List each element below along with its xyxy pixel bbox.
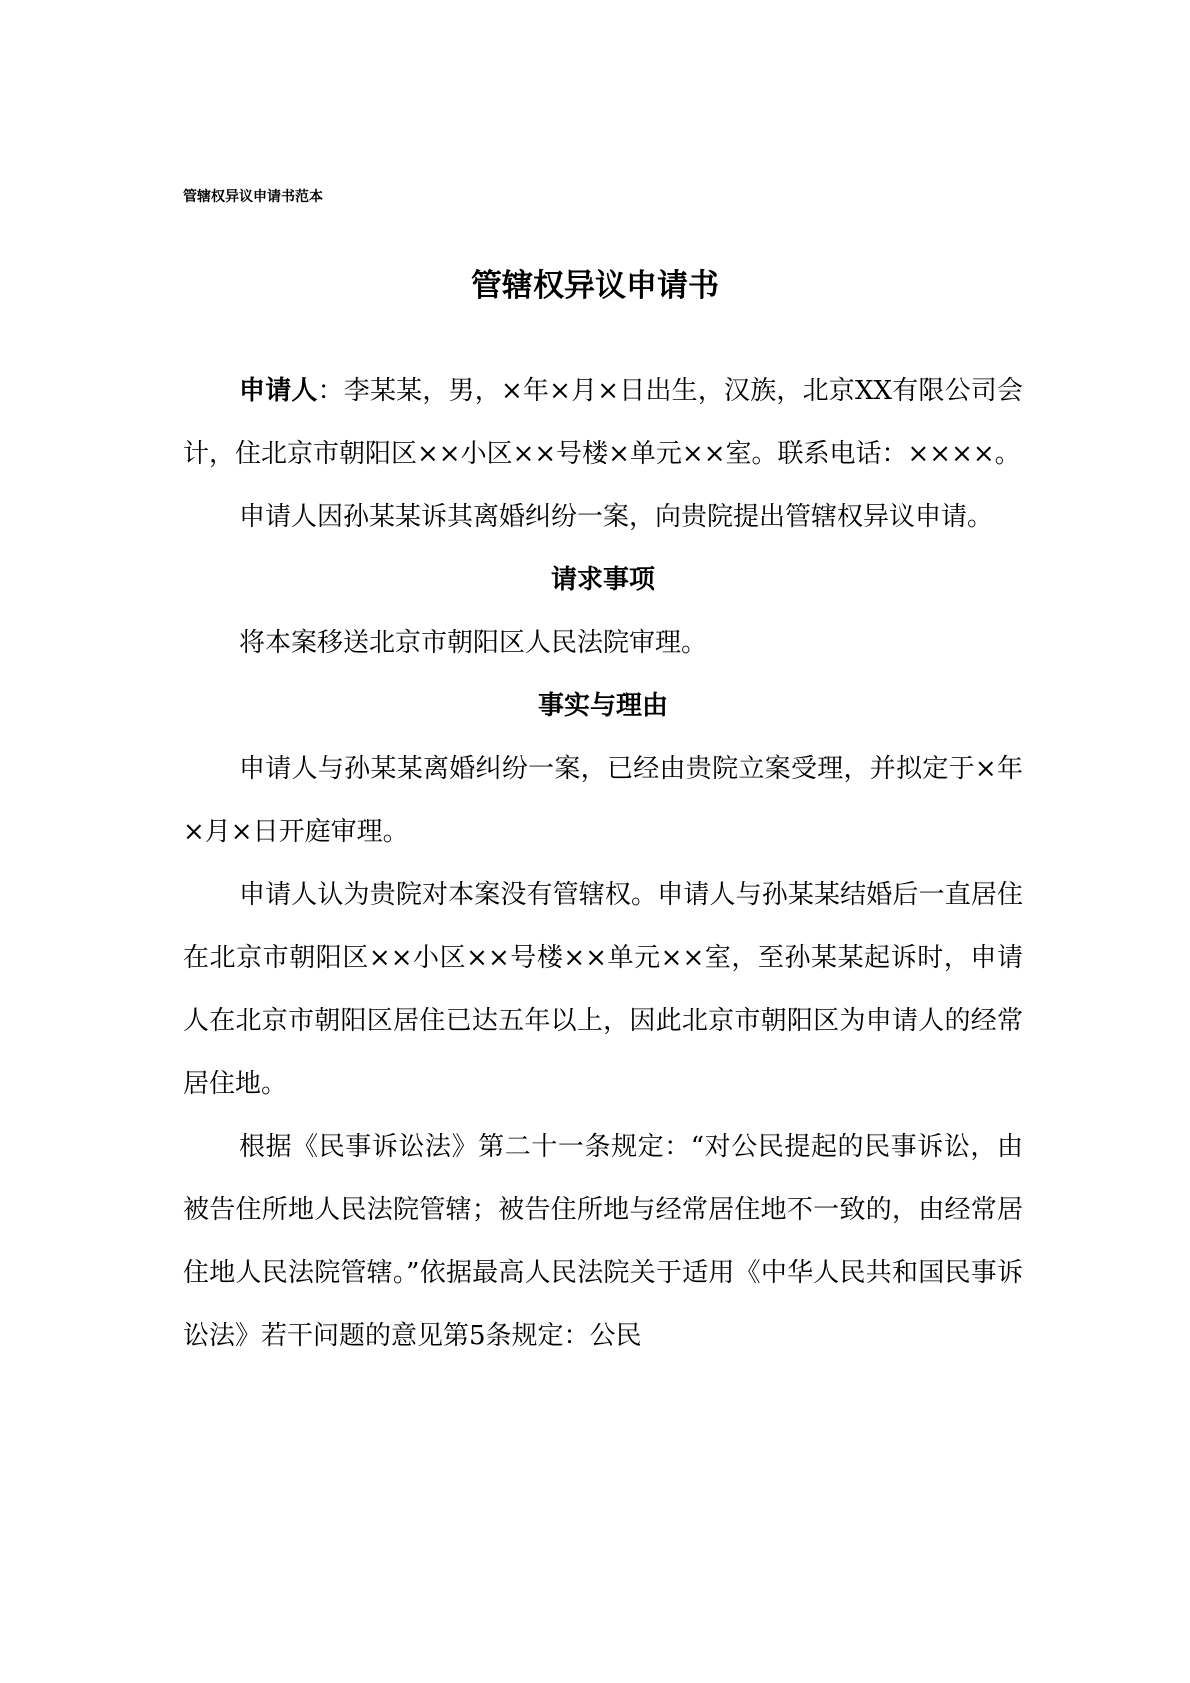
- applicant-label: 申请人: [239, 376, 318, 406]
- facts-paragraph: 申请人与孙某某离婚纠纷一案，已经由贵院立案受理，并拟定于×年×月×日开庭审理。: [183, 754, 1023, 847]
- request-heading: 请求事项: [550, 565, 655, 595]
- facts-paragraph: 申请人认为贵院对本案没有管辖权。申请人与孙某某结婚后一直居住在北京市朝阳区××小区××号楼××单元××室，至孙某某起诉时，申请人在北京市朝阳区居住已达五年以上，因此北京市朝阳区为申请人的经常居住地。: [183, 880, 1023, 1099]
- request-paragraph: 将本案移送北京市朝阳区人民法院审理。: [239, 628, 708, 658]
- intro-paragraph: 申请人因孙某某诉其离婚纠纷一案，向贵院提出管辖权异议申请。: [239, 502, 994, 532]
- facts-paragraph: 根据《民事诉讼法》第二十一条规定：“对公民提起的民事诉讼，由被告住所地人民法院管辖；被告住所地与经常居住地不一致的，由经常居住地人民法院管辖。”依据最高人民法院关于适用《中华人民共和国民事诉讼法》若干问题的意见第5条规定：公民: [183, 1132, 1023, 1351]
- document-body: [183, 360, 1023, 1368]
- facts-heading: 事实与理由: [537, 691, 668, 721]
- header-note: 管辖权异议申请书范本: [183, 189, 323, 205]
- applicant-details: ：李某某，男，×年×月×日出生，汉族，北京XX有限公司会计，住北京市朝阳区××小区××号楼×单元××室。联系电话：××××。: [183, 376, 1023, 469]
- document-title: 管辖权异议申请书: [471, 268, 719, 304]
- applicant-paragraph: [183, 360, 1023, 486]
